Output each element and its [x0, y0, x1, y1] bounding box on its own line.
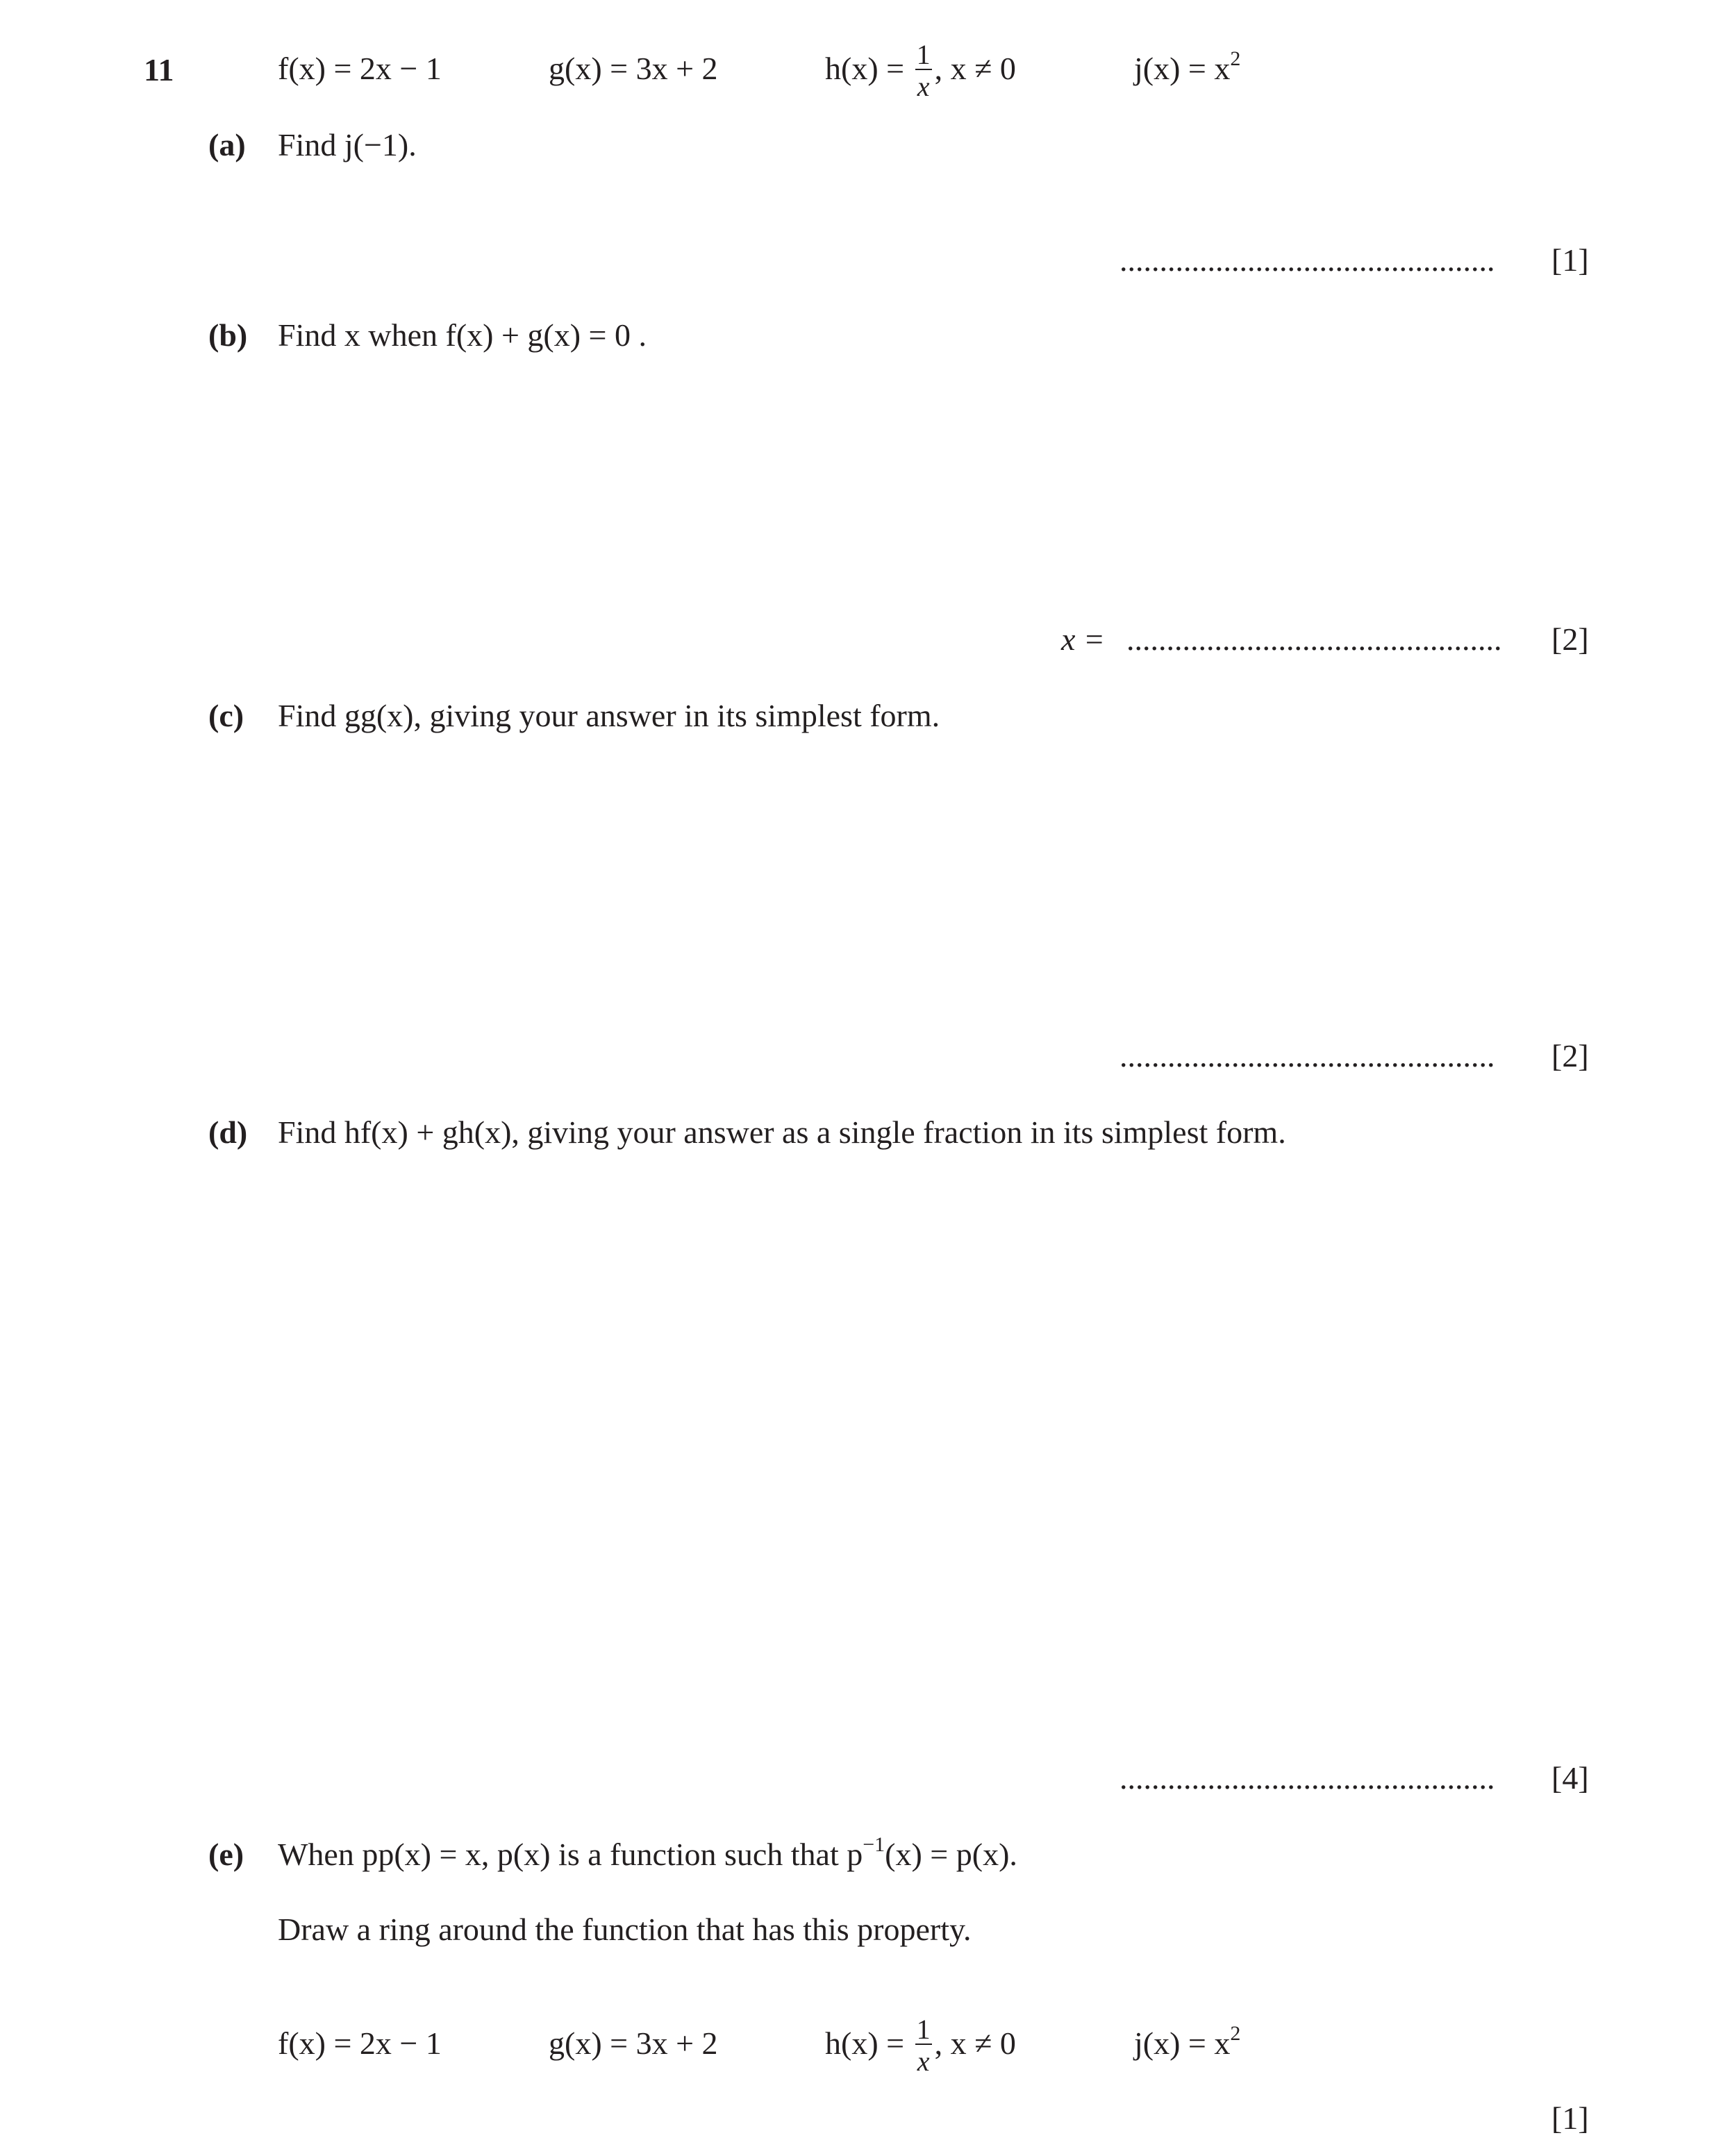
j-exponent: 2	[1230, 47, 1241, 70]
part-b-label: (b)	[208, 317, 248, 353]
part-c-marks: [2]	[1551, 1038, 1589, 1073]
part-a-label: (a)	[208, 127, 246, 162]
part-d-marks: [4]	[1551, 1760, 1589, 1796]
choice-j-prefix: j(x) = x	[1134, 2025, 1231, 2061]
part-c-question: Find gg(x), giving your answer in its simplest form.	[278, 698, 940, 733]
part-e-marks: [1]	[1551, 2100, 1589, 2136]
function-h-definition	[825, 39, 1016, 103]
part-c-label: (c)	[208, 698, 244, 733]
part-d-answer-line[interactable]: ...............................................	[1119, 1760, 1495, 1796]
part-e-label: (e)	[208, 1837, 244, 1872]
part-a-marks: [1]	[1551, 242, 1589, 278]
j-prefix: j(x) = x	[1134, 51, 1231, 86]
function-g-definition: g(x) = 3x + 2	[549, 51, 718, 86]
h-suffix: , x ≠ 0	[934, 51, 1016, 86]
choice-j-exponent: 2	[1230, 2022, 1241, 2045]
question-number: 11	[144, 52, 174, 87]
part-c-answer-line[interactable]: ...............................................	[1119, 1038, 1495, 1073]
part-b-answer-line[interactable]: ...............................................	[1126, 621, 1502, 657]
part-d-question: Find hf(x) + gh(x), giving your answer as a single fraction in its simplest form.	[278, 1114, 1286, 1150]
part-e-inverse-exponent: −1	[863, 1833, 885, 1856]
part-b-answer-prefix: x =	[1061, 621, 1105, 657]
h-prefix: h(x) =	[825, 51, 905, 86]
choice-function-h[interactable]	[825, 2014, 1016, 2078]
h-numerator: 1	[916, 39, 931, 71]
part-d-label: (d)	[208, 1114, 248, 1150]
part-e-text-1-end: (x) = p(x).	[885, 1837, 1017, 1872]
choice-function-f[interactable]: f(x) = 2x − 1	[278, 2025, 442, 2061]
part-e-text-1: When pp(x) = x, p(x) is a function such that p	[278, 1837, 863, 1872]
function-f-definition: f(x) = 2x − 1	[278, 51, 442, 86]
part-b-question: Find x when f(x) + g(x) = 0 .	[278, 317, 647, 353]
choice-h-suffix: , x ≠ 0	[934, 2025, 1016, 2061]
part-b-marks: [2]	[1551, 621, 1589, 657]
part-a-answer-line[interactable]: ...............................................	[1119, 242, 1495, 278]
part-a-question: Find j(−1).	[278, 127, 417, 162]
choice-h-numerator: 1	[916, 2014, 931, 2046]
choice-function-j[interactable]	[1134, 2022, 1241, 2061]
part-e-question-line1	[278, 1833, 1017, 1872]
function-j-definition	[1134, 47, 1241, 86]
h-denominator: x	[917, 71, 930, 103]
choice-h-denominator: x	[917, 2046, 930, 2078]
choice-function-g[interactable]: g(x) = 3x + 2	[549, 2025, 718, 2061]
choice-h-prefix: h(x) =	[825, 2025, 905, 2061]
part-e-question-line2: Draw a ring around the function that has this property.	[278, 1912, 972, 1947]
